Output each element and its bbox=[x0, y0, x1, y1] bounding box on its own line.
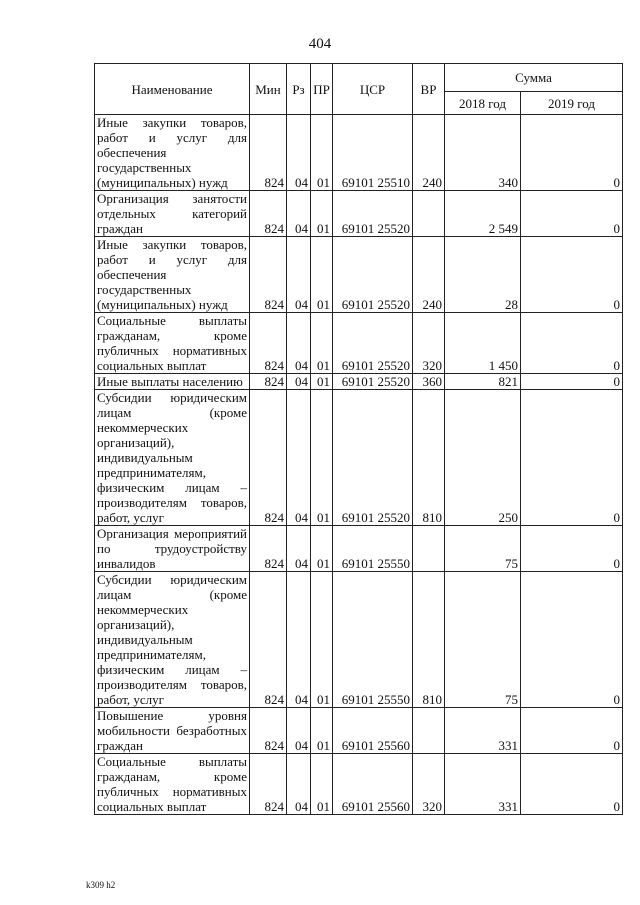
budget-table bbox=[94, 63, 623, 815]
cell-sum-2019: 0 bbox=[521, 708, 623, 754]
cell-sum-2018: 1 450 bbox=[445, 313, 521, 374]
cell-min: 824 bbox=[250, 754, 287, 815]
cell-csr: 69101 25560 bbox=[333, 708, 413, 754]
footer-code: k309 h2 bbox=[86, 880, 116, 890]
page-number: 404 bbox=[308, 36, 332, 52]
cell-vr: 320 bbox=[413, 754, 445, 815]
cell-vr: 810 bbox=[413, 572, 445, 708]
cell-name: Субсидии юридическим лицам (кроме некоммерческих организаций), индивидуальным предпринимателям, физическим лицам – производителям товаров, работ, услуг bbox=[95, 390, 250, 526]
cell-sum-2019: 0 bbox=[521, 754, 623, 815]
cell-name: Иные закупки товаров, работ и услуг для обеспечения государственных (муниципальных) нужд bbox=[95, 237, 250, 313]
cell-csr: 69101 25560 bbox=[333, 754, 413, 815]
table-body bbox=[95, 115, 623, 815]
cell-rz: 04 bbox=[287, 313, 311, 374]
cell-pr: 01 bbox=[311, 115, 333, 191]
cell-csr: 69101 25520 bbox=[333, 390, 413, 526]
cell-rz: 04 bbox=[287, 191, 311, 237]
cell-sum-2018: 340 bbox=[445, 115, 521, 191]
cell-vr: 240 bbox=[413, 115, 445, 191]
table-row bbox=[95, 708, 623, 754]
cell-pr: 01 bbox=[311, 390, 333, 526]
cell-csr: 69101 25520 bbox=[333, 237, 413, 313]
table-row bbox=[95, 115, 623, 191]
cell-rz: 04 bbox=[287, 526, 311, 572]
cell-sum-2019: 0 bbox=[521, 390, 623, 526]
cell-pr: 01 bbox=[311, 237, 333, 313]
table-row bbox=[95, 237, 623, 313]
cell-min: 824 bbox=[250, 572, 287, 708]
header-rz: Рз bbox=[287, 64, 311, 115]
cell-name: Социальные выплаты гражданам, кроме публичных нормативных социальных выплат bbox=[95, 754, 250, 815]
cell-vr bbox=[413, 526, 445, 572]
cell-csr: 69101 25520 bbox=[333, 191, 413, 237]
cell-min: 824 bbox=[250, 390, 287, 526]
table-row bbox=[95, 191, 623, 237]
cell-sum-2019: 0 bbox=[521, 191, 623, 237]
cell-pr: 01 bbox=[311, 374, 333, 390]
header-year-2019: 2019 год bbox=[521, 92, 623, 115]
cell-vr: 320 bbox=[413, 313, 445, 374]
cell-name: Иные выплаты населению bbox=[95, 374, 250, 390]
cell-name: Субсидии юридическим лицам (кроме некоммерческих организаций), индивидуальным предпринимателям, физическим лицам – производителям товаров, работ, услуг bbox=[95, 572, 250, 708]
table-row bbox=[95, 572, 623, 708]
header-year-2018: 2018 год bbox=[445, 92, 521, 115]
cell-rz: 04 bbox=[287, 572, 311, 708]
cell-min: 824 bbox=[250, 237, 287, 313]
cell-rz: 04 bbox=[287, 754, 311, 815]
cell-rz: 04 bbox=[287, 115, 311, 191]
cell-vr: 240 bbox=[413, 237, 445, 313]
cell-min: 824 bbox=[250, 374, 287, 390]
cell-sum-2019: 0 bbox=[521, 313, 623, 374]
cell-csr: 69101 25550 bbox=[333, 526, 413, 572]
cell-pr: 01 bbox=[311, 708, 333, 754]
cell-name: Социальные выплаты гражданам, кроме публичных нормативных социальных выплат bbox=[95, 313, 250, 374]
cell-csr: 69101 25520 bbox=[333, 313, 413, 374]
cell-name: Организация занятости отдельных категорий граждан bbox=[95, 191, 250, 237]
cell-sum-2018: 331 bbox=[445, 708, 521, 754]
header-name: Наименование bbox=[95, 64, 250, 115]
cell-sum-2018: 821 bbox=[445, 374, 521, 390]
cell-name: Иные закупки товаров, работ и услуг для обеспечения государственных (муниципальных) нужд bbox=[95, 115, 250, 191]
cell-pr: 01 bbox=[311, 572, 333, 708]
cell-sum-2018: 75 bbox=[445, 572, 521, 708]
cell-rz: 04 bbox=[287, 708, 311, 754]
table-row bbox=[95, 390, 623, 526]
table-row bbox=[95, 374, 623, 390]
cell-sum-2019: 0 bbox=[521, 115, 623, 191]
cell-sum-2019: 0 bbox=[521, 526, 623, 572]
cell-csr: 69101 25510 bbox=[333, 115, 413, 191]
cell-rz: 04 bbox=[287, 390, 311, 526]
cell-csr: 69101 25520 bbox=[333, 374, 413, 390]
cell-sum-2019: 0 bbox=[521, 374, 623, 390]
cell-sum-2019: 0 bbox=[521, 237, 623, 313]
cell-sum-2018: 28 bbox=[445, 237, 521, 313]
cell-sum-2018: 2 549 bbox=[445, 191, 521, 237]
cell-sum-2018: 250 bbox=[445, 390, 521, 526]
cell-pr: 01 bbox=[311, 191, 333, 237]
cell-pr: 01 bbox=[311, 754, 333, 815]
cell-min: 824 bbox=[250, 526, 287, 572]
cell-pr: 01 bbox=[311, 313, 333, 374]
cell-min: 824 bbox=[250, 708, 287, 754]
cell-sum-2018: 331 bbox=[445, 754, 521, 815]
cell-pr: 01 bbox=[311, 526, 333, 572]
cell-sum-2018: 75 bbox=[445, 526, 521, 572]
cell-min: 824 bbox=[250, 313, 287, 374]
cell-vr: 810 bbox=[413, 390, 445, 526]
cell-name: Повышение уровня мобильности безработных граждан bbox=[95, 708, 250, 754]
header-pr: ПР bbox=[311, 64, 333, 115]
cell-vr bbox=[413, 708, 445, 754]
header-sum: Сумма bbox=[445, 64, 623, 92]
cell-vr bbox=[413, 191, 445, 237]
cell-min: 824 bbox=[250, 191, 287, 237]
table-row bbox=[95, 313, 623, 374]
cell-min: 824 bbox=[250, 115, 287, 191]
header-csr: ЦСР bbox=[333, 64, 413, 115]
cell-vr: 360 bbox=[413, 374, 445, 390]
cell-rz: 04 bbox=[287, 374, 311, 390]
cell-sum-2019: 0 bbox=[521, 572, 623, 708]
cell-rz: 04 bbox=[287, 237, 311, 313]
cell-csr: 69101 25550 bbox=[333, 572, 413, 708]
table-row bbox=[95, 526, 623, 572]
table-row bbox=[95, 754, 623, 815]
cell-name: Организация мероприятий по трудоустройству инвалидов bbox=[95, 526, 250, 572]
header-vr: ВР bbox=[413, 64, 445, 115]
header-min: Мин bbox=[250, 64, 287, 115]
